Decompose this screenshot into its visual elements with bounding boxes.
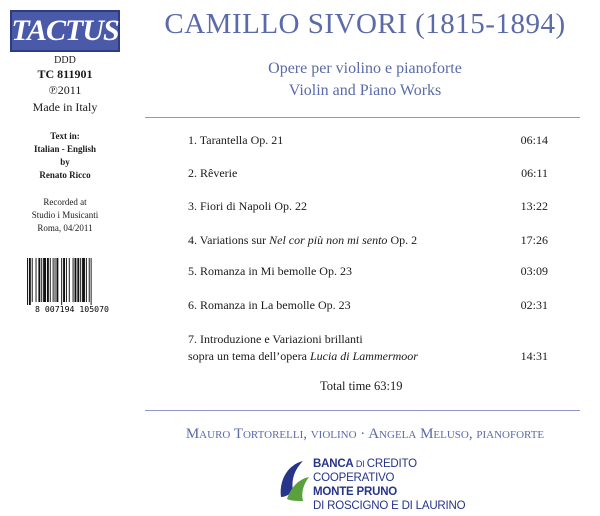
track-duration: 14:31 bbox=[520, 349, 548, 363]
track-title-line2 bbox=[188, 349, 418, 364]
barcode-icon bbox=[24, 258, 120, 314]
recorded-line: Roma, 04/2011 bbox=[37, 223, 93, 233]
track-item bbox=[188, 166, 548, 182]
total-time: Total time 63:19 bbox=[320, 379, 403, 393]
phonogram-year: ℗2011 bbox=[48, 83, 82, 97]
barcode-bar bbox=[91, 258, 92, 305]
track-item bbox=[188, 264, 548, 280]
barcode-bar bbox=[36, 258, 37, 302]
barcode-bar bbox=[38, 258, 40, 302]
text-in-line: by bbox=[60, 157, 70, 167]
text-in-line: Renato Ricco bbox=[39, 170, 91, 180]
track-title-italic: Nel cor più non mi sento bbox=[269, 233, 388, 247]
barcode-bar bbox=[80, 258, 81, 302]
track-duration: 17:26 bbox=[520, 233, 548, 247]
bank-emblem-icon bbox=[277, 457, 313, 503]
barcode-bar bbox=[41, 258, 42, 302]
barcode-bar bbox=[75, 258, 77, 302]
barcode-bar bbox=[66, 258, 67, 302]
track-title-part: Op. 2 bbox=[387, 233, 418, 247]
barcode-bar bbox=[63, 258, 65, 302]
track-title: 3. Fiori di Napoli Op. 22 bbox=[188, 199, 307, 213]
track-title: 6. Romanza in La bemolle Op. 23 bbox=[188, 298, 351, 312]
barcode-bar bbox=[89, 258, 90, 302]
track-item bbox=[188, 199, 548, 215]
barcode-bar bbox=[43, 258, 46, 302]
made-in: Made in Italy bbox=[32, 100, 98, 114]
bank-name-part: MONTE PRUNO bbox=[313, 486, 398, 498]
brand-name: TACTUS bbox=[11, 14, 119, 47]
subtitle-english: Violin and Piano Works bbox=[288, 82, 442, 99]
track-duration: 03:09 bbox=[520, 264, 548, 278]
track-title: 1. Tarantella Op. 21 bbox=[188, 133, 284, 147]
recorded-line: Studio i Musicanti bbox=[31, 210, 99, 220]
barcode-bar bbox=[86, 258, 87, 302]
bank-name bbox=[313, 457, 487, 513]
track-item bbox=[188, 298, 548, 314]
bank-name-part: DI bbox=[353, 459, 367, 469]
track-title: 7. Introduzione e Variazioni brillanti bbox=[188, 332, 363, 346]
bank-name-part: DI ROSCIGNO E DI LAURINO bbox=[313, 500, 466, 512]
track-item bbox=[188, 133, 548, 149]
barcode-bar bbox=[32, 258, 33, 302]
track-title-italic: Lucia di Lammermoor bbox=[309, 349, 418, 363]
recorded-line: Recorded at bbox=[43, 197, 87, 207]
text-in-line: Italian - English bbox=[33, 144, 97, 154]
barcode-bar bbox=[61, 258, 62, 305]
track-duration: 02:31 bbox=[520, 298, 548, 312]
barcode-bar bbox=[69, 258, 70, 302]
barcode-bar bbox=[73, 258, 74, 302]
track-title: 2. Rêverie bbox=[188, 166, 238, 180]
bank-name-part: CREDITO COOPERATIVO bbox=[313, 458, 417, 484]
bank-name-part: BANCA bbox=[313, 458, 354, 470]
performers: Mauro Tortorelli, violino · Angela Meluso, pianoforte bbox=[185, 426, 545, 442]
tactus-logo bbox=[10, 10, 120, 52]
barcode-bar bbox=[55, 258, 56, 302]
track-item bbox=[188, 233, 548, 249]
divider-top bbox=[145, 117, 580, 118]
barcode-number: 8 007194 105070 bbox=[35, 304, 109, 314]
track-duration: 13:22 bbox=[520, 199, 548, 213]
barcode-bar bbox=[82, 258, 85, 302]
barcode-bar bbox=[47, 258, 49, 302]
bank-logo bbox=[277, 455, 487, 512]
text-in-line: Text in: bbox=[50, 131, 80, 141]
barcode-bar bbox=[53, 258, 54, 302]
text-credits bbox=[0, 130, 130, 182]
track-title: 5. Romanza in Mi bemolle Op. 23 bbox=[188, 264, 352, 278]
track-title-part: 4. Variations sur bbox=[188, 233, 270, 247]
track-duration: 06:11 bbox=[521, 166, 548, 180]
catalog-number: TC 811901 bbox=[37, 67, 93, 81]
ddd-label: DDD bbox=[54, 55, 76, 66]
recording-info bbox=[0, 196, 130, 235]
subtitle-italian: Opere per violino e pianoforte bbox=[268, 60, 462, 77]
barcode-bar bbox=[77, 258, 79, 302]
barcode-bar bbox=[27, 258, 28, 305]
barcode-bar bbox=[29, 258, 31, 305]
track-title bbox=[188, 233, 417, 248]
divider-bottom bbox=[145, 410, 580, 411]
barcode-bar bbox=[56, 258, 58, 302]
track-duration: 06:14 bbox=[520, 133, 548, 147]
barcode-bar bbox=[50, 258, 51, 302]
track-item bbox=[188, 332, 548, 366]
track-title-part: sopra un tema dell’opera bbox=[188, 349, 310, 363]
composer-title: CAMILLO SIVORI (1815-1894) bbox=[164, 8, 566, 40]
